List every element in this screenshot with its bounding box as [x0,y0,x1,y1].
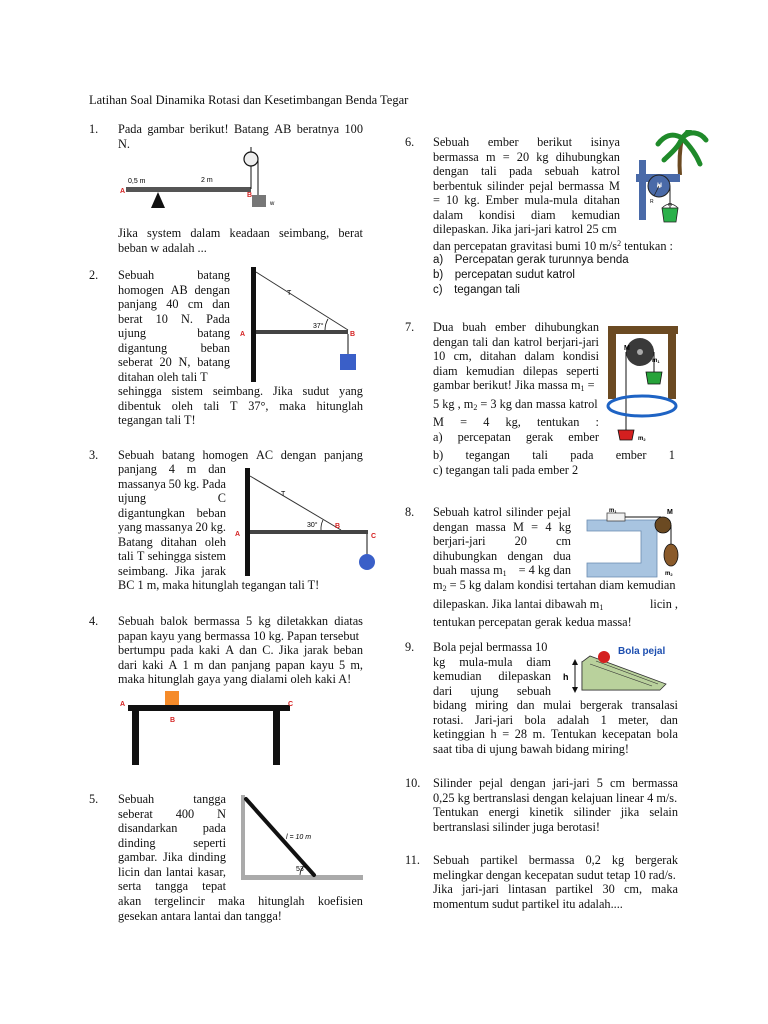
q8-number: 8. [405,505,415,519]
q4-figure [118,690,303,770]
q4-leg-a [132,711,139,765]
q3-label-a: A [235,531,241,538]
q3-line: ujung C [118,491,226,505]
q3-label-c: C [371,533,377,540]
q7-text-wide [433,448,675,477]
q4-line: dari kaki A 1 m dan panjang papan kayu 5 m, [118,657,363,672]
q8-m2-sub: 2 [670,572,673,577]
q1-line: Jika system dalam keadaan seimbang, berat [118,226,363,240]
q3-figure [233,468,378,578]
q9-line: rotasi. Jari-jari bola adalah 1 meter, dan [433,712,678,727]
q8-sub2: 2 [442,584,447,593]
q8-line: Sebuah katrol silinder pejal [433,505,571,519]
q3-line: Batang ditahan oleh [118,534,226,549]
q8-sub1: 1 [502,569,507,578]
page-title: Latihan Soal Dinamika Rotasi dan Kesetimbangan Benda Tegar [89,93,409,107]
q2-text-wide [118,384,363,428]
q11-line: melingkar dengan kecepatan sudut tetap 10 rad/s. [433,867,676,882]
q2-line: ditahan oleh tali T [118,369,208,384]
q9-line: Bola pejal bermassa 10 [433,640,548,654]
q7-line: c) tegangan tali pada ember 2 [433,462,579,477]
q10-text [433,776,678,834]
q3-line: tali T sehingga sistem [118,549,226,563]
q3-line: panjang 4 m dan [118,462,226,476]
q6-line: dengan tali pada sebuah katrol [433,164,620,178]
q5-line: disandarkan pada [118,821,226,835]
q4-line: bertumpu pada kaki A dan C. Jika jarak beban [118,643,363,657]
q6-text [433,135,620,237]
q1-fulcrum [151,192,165,208]
q4-label-b: B [170,717,176,724]
q1-line: Pada gambar berikut! Batang AB beratnya 100 [118,122,363,136]
q3-line: BC 1 m, maka hitunglah tegangan tali T! [118,578,320,592]
q5-figure [238,795,368,885]
q7-m2-text: m [638,436,644,442]
q2-label-a: A [240,331,246,338]
q6-line: = 10 kg. Ember mula-mula ditahan [433,193,620,207]
q9-text-wide [433,698,678,756]
q8-label-m1 [609,508,617,514]
q8-text-narrow [433,505,571,582]
q5-line: akan tergelincir maka hitunglah koefisien [118,894,363,908]
q2-text-narrow [118,268,230,384]
q5-text-wide [118,894,363,923]
q6-gravity-sup: 2 [617,239,622,248]
q7-line6-end: = 3 kg dan massa katrol [477,396,598,411]
q2-rope [256,272,348,330]
q8-label-m2 [665,571,673,577]
q7-eq: = [584,378,595,392]
q7-line: dengan tali dan katrol berjari-jari [433,334,599,349]
q3-rod [250,530,368,534]
q7-sub1: 1 [580,384,585,393]
q7-line: 10 cm, ditahan dalam kondisi [433,349,599,363]
q9-line: dari ujung sebuah [433,683,551,698]
q2-line: panjang 40 cm dan [118,297,230,311]
q1-line: beban w adalah ... [118,240,207,255]
q2-line: seberat 20 N, batang [118,355,230,369]
q6-label-r: R [650,199,654,205]
q7-sub2: 2 [473,402,478,412]
q7-label-m: M [624,345,630,352]
q7-post-left [608,334,616,399]
q1-len1: 0,5 m [128,178,146,185]
q2-wall [251,267,256,382]
q4-line: maka hitunglah gaya yang dialami oleh kaki A! [118,672,352,686]
q8-line: berjari-jari 20 cm [433,534,571,548]
q3-line: seimbang. Jika jarak [118,563,226,578]
q5-line: dinding seperti [118,835,226,850]
q10-line: Tentukan energi kinetik silinder jika selain [433,805,678,819]
q3-text-end [118,578,363,593]
q8-table [587,520,657,577]
q7-text [433,320,599,444]
q5-text-narrow [118,792,226,894]
q1-number: 1. [89,122,99,136]
q9-label-h: h [563,672,569,682]
q6-bucket [662,208,678,222]
q10-line: Silinder pejal dengan jari-jari 5 cm bermassa [433,776,678,790]
q8-sub1-b: 1 [599,602,604,612]
q6-line: dilepaskan. Jika jari-jari katrol 25 cm [433,222,617,236]
q8-m1-sub: 1 [614,509,617,514]
q1-figure [118,145,288,215]
q10-line: bertranslasi silinder juga berotasi! [433,819,600,834]
q3-text-wide [118,448,363,463]
q7-post-right [668,334,676,399]
q7-label-m1 [652,358,660,364]
q5-line: gesekan antara lantai dan tangga! [118,908,282,923]
q8-mass-m2 [664,544,678,566]
q11-number: 11. [405,853,420,867]
q6-post [639,160,646,220]
q7-bucket-1 [646,372,662,384]
q9-line: bidang miring dan mulai bergerak transalasi [433,698,678,712]
q2-load [340,354,356,370]
q6-gravity-text: dan percepatan gravitasi bumi 10 m/s [433,239,618,253]
q2-line: tegangan tali T! [118,413,196,427]
q3-label-t: T [281,491,286,498]
q7-m1-sub: 1 [657,359,660,364]
q2-line: sehingga sistem seimbang. Jika sudut yang [118,384,363,398]
q8-m1-text: m [609,508,615,514]
q4-label-a: A [120,701,126,708]
q7-line: M = 4 kg, tentukan : [433,415,599,429]
q1-line: N. [118,136,130,151]
q2-label-b: B [350,331,356,338]
q3-line: yang massanya 20 kg. [118,520,226,534]
q1-label-a: A [120,188,126,195]
q7-m1-text: m [652,358,658,364]
q4-label-c: C [288,701,294,708]
q7-beam [608,326,678,334]
q2-line: dibentuk oleh tali T 37°, maka hitunglah [118,398,363,413]
q7-line: diam kemudian dilepas seperti [433,363,599,378]
q6-figure [630,130,710,235]
q8-block-m1 [607,513,625,521]
q5-line: seberat 400 N [118,806,226,821]
q6-line: Sebuah ember berikut isinya [433,135,620,149]
q2-label-t: T [287,290,292,297]
q2-line: ujung batang [118,326,230,340]
q6-gravity [433,237,693,254]
q3-text-narrow [118,462,226,578]
q7-bucket-2 [618,430,634,440]
q8-line: m [433,578,443,592]
q9-number: 9. [405,640,415,654]
q8-line: dilepaskan. Jika lantai dibawah m [433,596,600,611]
q1-weight [252,195,266,207]
q6-line: berbentuk silinder pejal bermassa M [433,178,620,193]
q4-line: papan kayu yang bermassa 10 kg. Papan tersebut [118,628,360,643]
q6-label-m-big: M [657,183,662,189]
q2-line: digantung beban [118,340,230,355]
q5-wall [241,795,245,880]
q9-text-narrow [433,640,551,698]
q1-label-w: w [270,201,275,207]
q8-text-wide [433,578,678,630]
q2-figure [235,262,365,387]
q5-line: serta tangga tepat [118,879,226,893]
q2-line: Sebuah batang [118,268,230,282]
q1-len2: 2 m [201,177,213,184]
q9-line: saat tiba di ujung bawah bidang miring! [433,741,630,756]
q1-after [118,226,363,255]
q7-line: Dua buah ember dihubungkan [433,320,599,334]
q11-line: Jika jari-jari lintasan partikel 30 cm, maka [433,882,678,896]
q5-line: licin dan lantai kasar, [118,864,226,879]
q5-angle: 53° [296,866,307,873]
q8-line: = 4 kg dan [518,563,571,577]
q7-figure [604,322,686,444]
q11-line: Sebuah partikel bermassa 0,2 kg bergerak [433,853,678,867]
q11-line: momentum sudut partikel itu adalah.... [433,896,623,911]
q3-line: massanya 50 kg. Pada [118,476,226,491]
q6-label-m-small: m [668,202,673,208]
q6-item-a: a) Percepatan gerak turunnya benda [433,254,629,266]
q6-item-b: b) percepatan sudut katrol [433,269,575,281]
q11-text [433,853,678,911]
q5-number: 5. [89,792,99,806]
q1-label-b: B [247,192,253,199]
q10-line: 0,25 kg bertranslasi dengan kelajuan linear 4 m/s. [433,790,678,805]
q3-label-b: B [335,523,341,530]
q7-m2-sub: 2 [643,437,646,442]
q8-m2-text: m [665,571,671,577]
q6-line: bermassa m = 20 kg dihubungkan [433,149,620,164]
q8-line: tentukan percepatan gerak kedua massa! [433,615,632,629]
q8-pulley [655,517,671,533]
q7-number: 7. [405,320,415,334]
q8-line: dihubungkan dengan dua [433,548,571,563]
q5-length: l = 10 m [286,834,312,841]
q4-board [128,705,290,711]
q3-angle: 30° [307,522,318,529]
q3-line: digantungkan beban [118,505,226,520]
q5-line: Sebuah tangga [118,792,226,806]
q4-leg-c [273,711,280,765]
q8-line: licin , [649,596,678,611]
q7-well [608,396,676,416]
q10-number: 10. [405,776,421,790]
q4-line: Sebuah balok bermassa 5 kg diletakkan diatas [118,614,363,628]
q8-figure [585,505,685,580]
q6-number: 6. [405,135,415,149]
q7-line: b) tegangan tali pada ember 1 [433,448,675,462]
q3-rope [250,476,341,530]
q6-item-c: c) tegangan tali [433,284,520,296]
q3-wall [245,468,250,576]
q3-line: Sebuah batang homogen AC dengan panjang [118,448,363,462]
q4-block [165,691,179,705]
q9-figure [560,640,685,705]
q7-line: a) percepatan gerak ember [433,429,599,444]
q2-angle: 37° [313,323,324,330]
q8-line: dengan massa M = 4 kg [433,519,571,534]
q7-line: gambar berikut! Jika massa m [433,378,581,392]
q9-line: kg mula-mula diam [433,654,551,669]
q5-floor [241,875,363,880]
q6-line: dalam kondisi diam kemudian [433,207,620,222]
q5-line: gambar. Jika dinding [118,850,226,864]
q6-items [433,253,629,298]
q9-line: kemudian dilepaskan [433,669,551,683]
q8-line: = 5 kg dalam kondisi tertahan diam kemudian [446,578,676,592]
q2-rod [256,330,348,334]
q9-label: Bola pejal [618,646,666,657]
q7-line: 5 kg , m [433,396,474,411]
q1-rod [126,187,251,192]
q2-line: berat 10 N. Pada [118,311,230,326]
q3-load [359,554,375,570]
q8-line: buah massa m [433,563,503,577]
q7-label-m2 [638,436,646,442]
q6-gravity-end: tentukan : [621,239,673,253]
q4-text [118,614,363,687]
q9-line: ketinggian h = 28 m. Tentukan kecepatan bola [433,727,678,741]
q1-pulley [244,152,258,166]
q2-line: homogen AB dengan [118,282,230,297]
q9-ball [598,651,610,663]
q4-number: 4. [89,614,99,628]
q3-number: 3. [89,448,99,462]
q8-label-m: M [667,509,673,516]
q2-number: 2. [89,268,99,282]
